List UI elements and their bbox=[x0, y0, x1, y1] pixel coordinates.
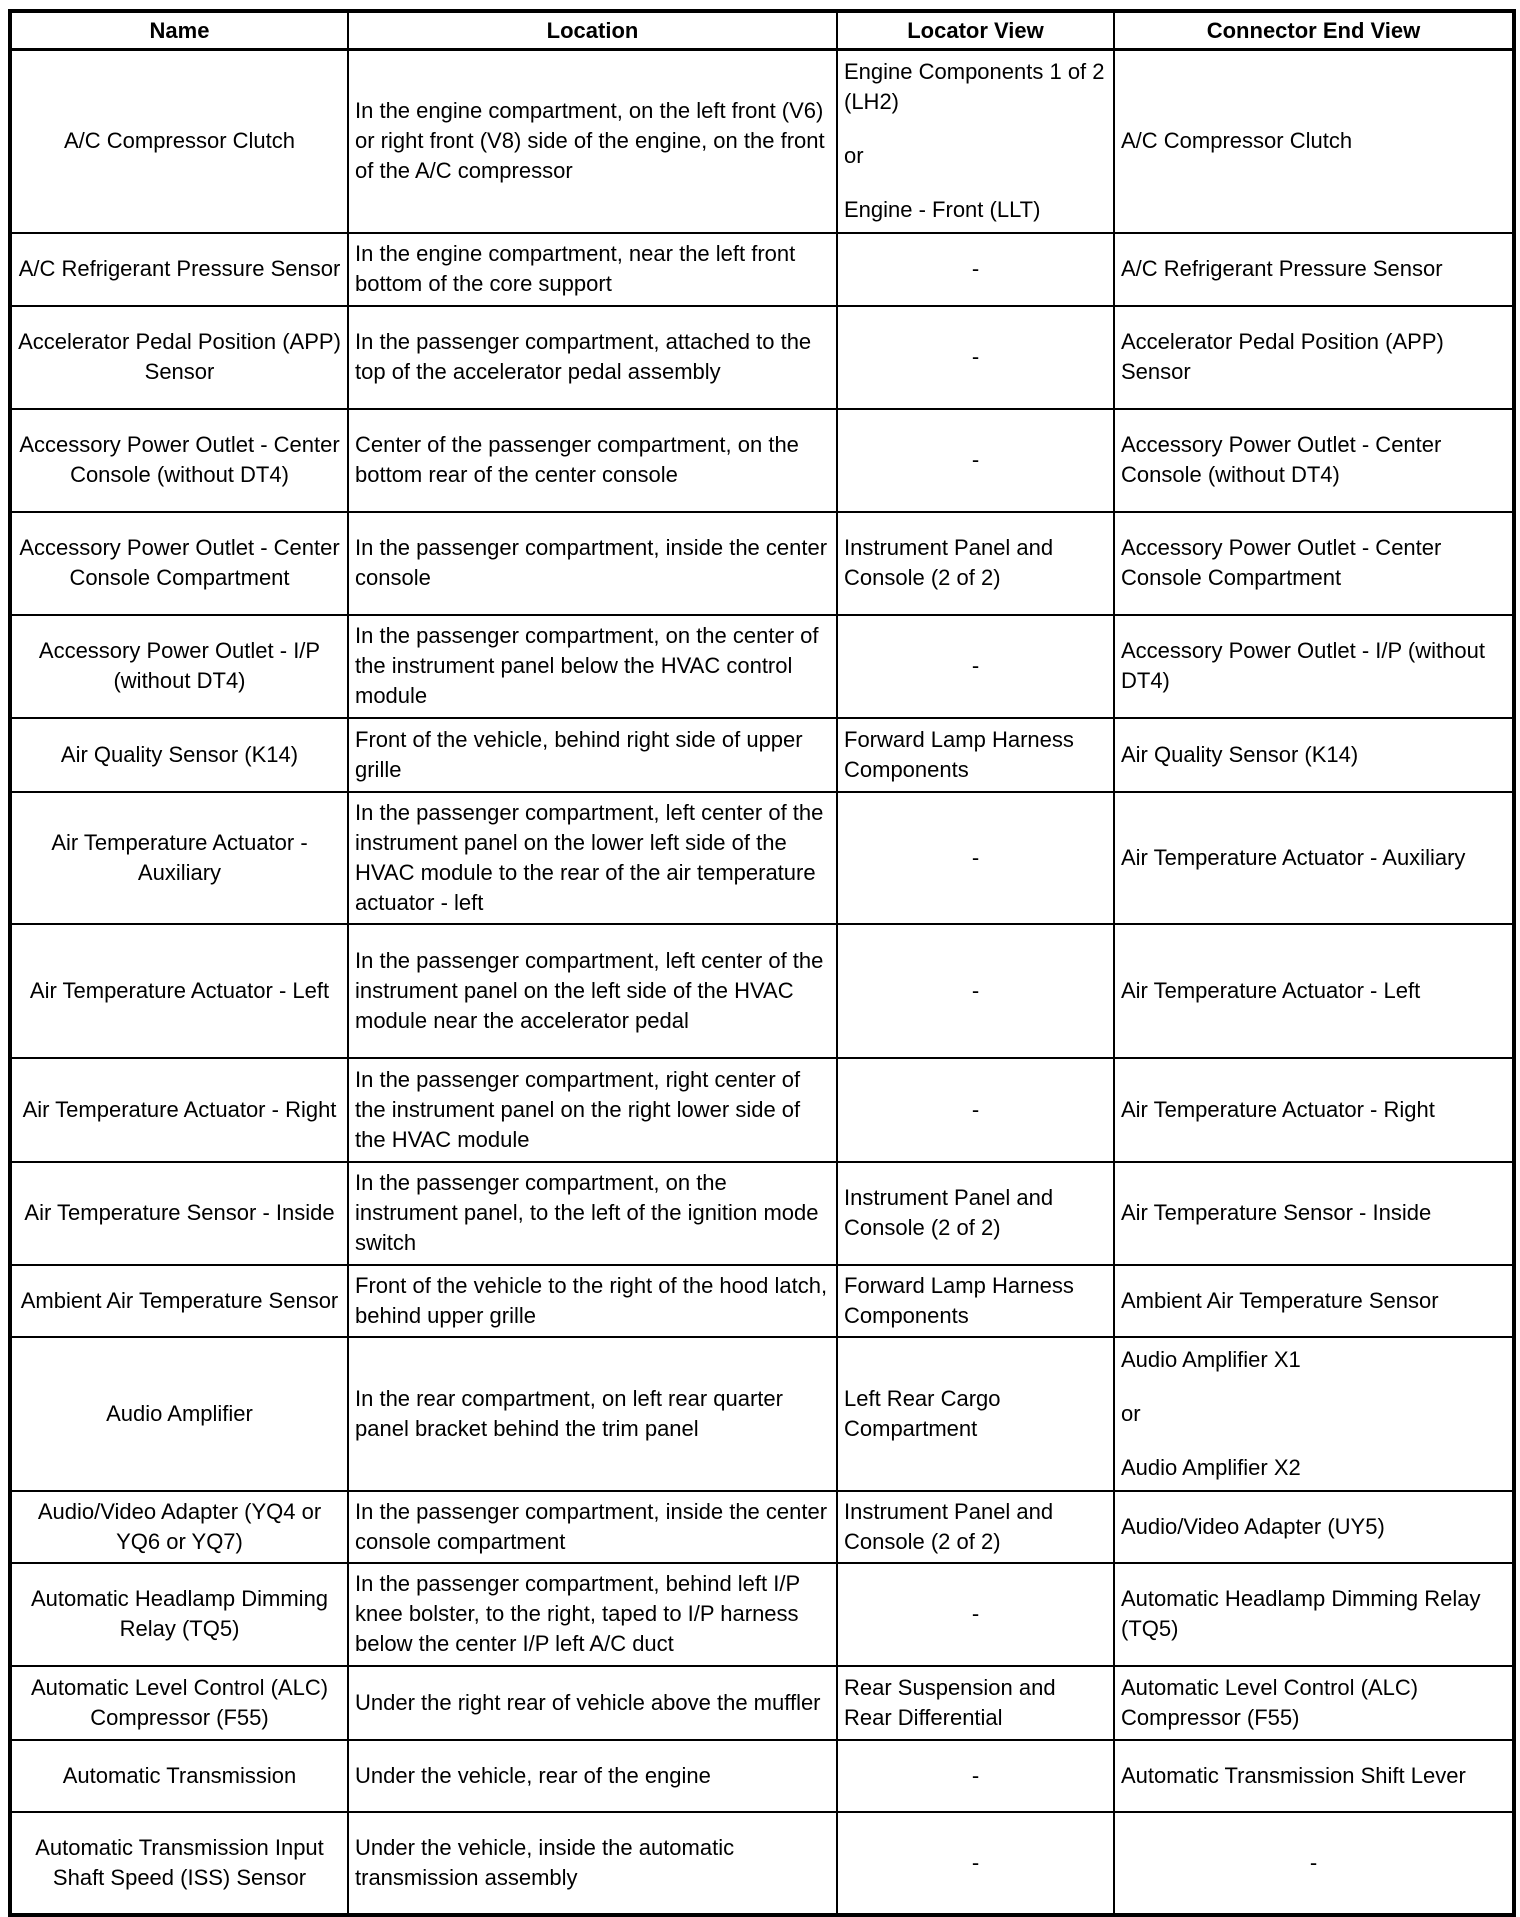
cell-locator-view-line: - bbox=[971, 1601, 980, 1626]
cell-locator-view bbox=[837, 512, 1114, 615]
cell-locator-view-line: Left Rear Cargo Compartment bbox=[844, 1385, 1001, 1441]
cell-name: A/C Compressor Clutch bbox=[10, 50, 348, 233]
cell-connector-end-view-line: Air Temperature Sensor - Inside bbox=[1121, 1200, 1432, 1225]
cell-connector-end-view-line: Accessory Power Outlet - Center Console Compartment bbox=[1121, 535, 1442, 590]
cell-name: Accelerator Pedal Position (APP) Sensor bbox=[10, 306, 348, 409]
table-row bbox=[10, 1265, 1514, 1337]
cell-locator-view-line: - bbox=[971, 653, 980, 678]
cell-connector-end-view-line: or bbox=[1121, 1400, 1141, 1426]
cell-name: Air Temperature Actuator - Right bbox=[10, 1058, 348, 1162]
cell-locator-view-line: - bbox=[971, 1096, 980, 1122]
cell-connector-end-view bbox=[1114, 1812, 1514, 1915]
cell-location: In the engine compartment, on the left front (V6) or right front (V8) side of the engine, on the front of the A/C compressor bbox=[348, 50, 837, 233]
cell-location: In the passenger compartment, left center of the instrument panel on the lower left side of the HVAC module to the rear of the air temperature actuator - left bbox=[348, 792, 837, 924]
cell-locator-view bbox=[837, 1812, 1114, 1915]
cell-name: Air Temperature Actuator - Auxiliary bbox=[10, 792, 348, 924]
cell-connector-end-view-line: Air Temperature Actuator - Auxiliary bbox=[1121, 844, 1466, 870]
cell-name: Air Temperature Sensor - Inside bbox=[10, 1162, 348, 1265]
cell-location: Under the right rear of vehicle above the muffler bbox=[348, 1666, 837, 1740]
cell-locator-view-line: - bbox=[971, 344, 980, 369]
cell-connector-end-view-line: Accelerator Pedal Position (APP) Sensor bbox=[1121, 329, 1444, 384]
cell-name: Air Quality Sensor (K14) bbox=[10, 718, 348, 792]
cell-location: Front of the vehicle to the right of the hood latch, behind upper grille bbox=[348, 1265, 837, 1337]
cell-name: Audio/Video Adapter (YQ4 or YQ6 or YQ7) bbox=[10, 1491, 348, 1563]
cell-locator-view bbox=[837, 1563, 1114, 1666]
cell-locator-view bbox=[837, 1491, 1114, 1563]
cell-locator-view-line: - bbox=[971, 844, 980, 870]
cell-connector-end-view bbox=[1114, 512, 1514, 615]
cell-location: Under the vehicle, rear of the engine bbox=[348, 1740, 837, 1812]
connector-table bbox=[8, 9, 1516, 1917]
line-gap bbox=[1121, 1429, 1506, 1453]
cell-name: Automatic Level Control (ALC) Compressor (F55) bbox=[10, 1666, 348, 1740]
table-row bbox=[10, 1162, 1514, 1265]
table-row bbox=[10, 1740, 1514, 1812]
cell-connector-end-view-line: Audio/Video Adapter (UY5) bbox=[1121, 1513, 1385, 1539]
cell-locator-view-line: - bbox=[971, 447, 980, 472]
cell-location: In the passenger compartment, on the instrument panel, to the left of the ignition mode switch bbox=[348, 1162, 837, 1265]
cell-location: In the passenger compartment, inside the center console bbox=[348, 512, 837, 615]
cell-location: In the passenger compartment, attached to the top of the accelerator pedal assembly bbox=[348, 306, 837, 409]
cell-connector-end-view-line: A/C Compressor Clutch bbox=[1121, 128, 1353, 154]
cell-locator-view bbox=[837, 924, 1114, 1058]
cell-locator-view-line: Forward Lamp Harness Components bbox=[844, 1272, 1074, 1328]
cell-locator-view-line: - bbox=[971, 1849, 980, 1875]
cell-connector-end-view-line: Automatic Headlamp Dimming Relay (TQ5) bbox=[1121, 1586, 1481, 1641]
cell-connector-end-view-line: Air Temperature Actuator - Right bbox=[1121, 1096, 1435, 1122]
cell-connector-end-view-line: Air Temperature Actuator - Left bbox=[1121, 977, 1421, 1003]
table-row bbox=[10, 409, 1514, 512]
cell-location: In the passenger compartment, inside the center console compartment bbox=[348, 1491, 837, 1563]
cell-locator-view-line: Engine - Front (LLT) bbox=[844, 197, 1041, 223]
header-name: Name bbox=[10, 11, 348, 50]
table-row bbox=[10, 1491, 1514, 1563]
cell-locator-view-line: - bbox=[971, 256, 980, 281]
cell-location: In the passenger compartment, left center of the instrument panel on the left side of the HVAC module near the accelerator pedal bbox=[348, 924, 837, 1058]
cell-connector-end-view-line: - bbox=[1309, 1849, 1318, 1875]
cell-locator-view bbox=[837, 615, 1114, 718]
cell-connector-end-view-line: Automatic Transmission Shift Lever bbox=[1121, 1762, 1466, 1788]
cell-locator-view bbox=[837, 1666, 1114, 1740]
line-gap bbox=[844, 171, 1107, 195]
table-row bbox=[10, 1666, 1514, 1740]
cell-connector-end-view-line: Ambient Air Temperature Sensor bbox=[1121, 1287, 1439, 1313]
cell-connector-end-view-line: A/C Refrigerant Pressure Sensor bbox=[1121, 256, 1443, 281]
cell-name: Automatic Transmission bbox=[10, 1740, 348, 1812]
cell-location: In the passenger compartment, behind left I/P knee bolster, to the right, taped to I/P harness below the center I/P left A/C duct bbox=[348, 1563, 837, 1666]
cell-locator-view-line: Engine Components 1 of 2 (LH2) bbox=[844, 59, 1105, 115]
cell-name: Audio Amplifier bbox=[10, 1337, 348, 1491]
cell-connector-end-view-line: Audio Amplifier X1 bbox=[1121, 1346, 1301, 1372]
cell-name: A/C Refrigerant Pressure Sensor bbox=[10, 233, 348, 306]
cell-connector-end-view bbox=[1114, 409, 1514, 512]
cell-locator-view bbox=[837, 792, 1114, 924]
line-gap bbox=[844, 117, 1107, 141]
header-row bbox=[10, 11, 1514, 50]
table-row bbox=[10, 50, 1514, 233]
table-row bbox=[10, 924, 1514, 1058]
cell-connector-end-view bbox=[1114, 1162, 1514, 1265]
cell-location: In the passenger compartment, right center of the instrument panel on the right lower side of the HVAC module bbox=[348, 1058, 837, 1162]
cell-locator-view bbox=[837, 1265, 1114, 1337]
cell-connector-end-view bbox=[1114, 1491, 1514, 1563]
cell-locator-view bbox=[837, 1058, 1114, 1162]
cell-locator-view bbox=[837, 1337, 1114, 1491]
cell-connector-end-view-line: Audio Amplifier X2 bbox=[1121, 1454, 1301, 1480]
cell-locator-view bbox=[837, 306, 1114, 409]
table-row bbox=[10, 233, 1514, 306]
cell-locator-view bbox=[837, 50, 1114, 233]
cell-locator-view bbox=[837, 718, 1114, 792]
cell-name: Accessory Power Outlet - Center Console (without DT4) bbox=[10, 409, 348, 512]
cell-locator-view bbox=[837, 233, 1114, 306]
cell-locator-view-line: - bbox=[971, 1762, 980, 1788]
cell-connector-end-view bbox=[1114, 306, 1514, 409]
cell-connector-end-view bbox=[1114, 1563, 1514, 1666]
cell-locator-view bbox=[837, 409, 1114, 512]
cell-location: Front of the vehicle, behind right side of upper grille bbox=[348, 718, 837, 792]
cell-location: In the passenger compartment, on the center of the instrument panel below the HVAC control module bbox=[348, 615, 837, 718]
cell-locator-view bbox=[837, 1740, 1114, 1812]
cell-location: Under the vehicle, inside the automatic transmission assembly bbox=[348, 1812, 837, 1915]
cell-connector-end-view-line: Accessory Power Outlet - Center Console (without DT4) bbox=[1121, 432, 1442, 487]
cell-connector-end-view-line: Automatic Level Control (ALC) Compressor (F55) bbox=[1121, 1674, 1419, 1730]
cell-location: Center of the passenger compartment, on the bottom rear of the center console bbox=[348, 409, 837, 512]
cell-locator-view-line: Forward Lamp Harness Components bbox=[844, 726, 1074, 782]
table-row bbox=[10, 615, 1514, 718]
header-location: Location bbox=[348, 11, 837, 50]
cell-name: Ambient Air Temperature Sensor bbox=[10, 1265, 348, 1337]
cell-connector-end-view bbox=[1114, 1058, 1514, 1162]
cell-name: Automatic Transmission Input Shaft Speed (ISS) Sensor bbox=[10, 1812, 348, 1915]
cell-connector-end-view bbox=[1114, 50, 1514, 233]
cell-name: Air Temperature Actuator - Left bbox=[10, 924, 348, 1058]
table-row bbox=[10, 718, 1514, 792]
cell-locator-view-line: - bbox=[971, 977, 980, 1003]
cell-connector-end-view bbox=[1114, 615, 1514, 718]
cell-connector-end-view-line: Accessory Power Outlet - I/P (without DT4) bbox=[1121, 638, 1485, 693]
cell-name: Automatic Headlamp Dimming Relay (TQ5) bbox=[10, 1563, 348, 1666]
cell-location: In the rear compartment, on left rear quarter panel bracket behind the trim panel bbox=[348, 1337, 837, 1491]
header-locator-view: Locator View bbox=[837, 11, 1114, 50]
cell-connector-end-view bbox=[1114, 1337, 1514, 1491]
table-row bbox=[10, 512, 1514, 615]
table-row bbox=[10, 792, 1514, 924]
cell-name: Accessory Power Outlet - I/P (without DT4) bbox=[10, 615, 348, 718]
cell-connector-end-view bbox=[1114, 1265, 1514, 1337]
cell-locator-view-line: Rear Suspension and Rear Differential bbox=[844, 1674, 1056, 1730]
table-row bbox=[10, 306, 1514, 409]
cell-connector-end-view bbox=[1114, 718, 1514, 792]
cell-connector-end-view-line: Air Quality Sensor (K14) bbox=[1121, 741, 1359, 767]
cell-connector-end-view bbox=[1114, 1666, 1514, 1740]
cell-connector-end-view bbox=[1114, 1740, 1514, 1812]
cell-locator-view-line: Instrument Panel and Console (2 of 2) bbox=[844, 1185, 1054, 1240]
table-row bbox=[10, 1058, 1514, 1162]
cell-connector-end-view bbox=[1114, 233, 1514, 306]
cell-name: Accessory Power Outlet - Center Console Compartment bbox=[10, 512, 348, 615]
table-body bbox=[10, 50, 1514, 1915]
cell-connector-end-view bbox=[1114, 792, 1514, 924]
table-row bbox=[10, 1337, 1514, 1491]
cell-location: In the engine compartment, near the left front bottom of the core support bbox=[348, 233, 837, 306]
line-gap bbox=[1121, 1375, 1506, 1399]
cell-connector-end-view bbox=[1114, 924, 1514, 1058]
cell-locator-view-line: Instrument Panel and Console (2 of 2) bbox=[844, 1498, 1054, 1554]
header-connector-end-view: Connector End View bbox=[1114, 11, 1514, 50]
table-row bbox=[10, 1563, 1514, 1666]
cell-locator-view-line: Instrument Panel and Console (2 of 2) bbox=[844, 535, 1054, 590]
cell-locator-view bbox=[837, 1162, 1114, 1265]
table-row bbox=[10, 1812, 1514, 1915]
cell-locator-view-line: or bbox=[844, 143, 864, 169]
